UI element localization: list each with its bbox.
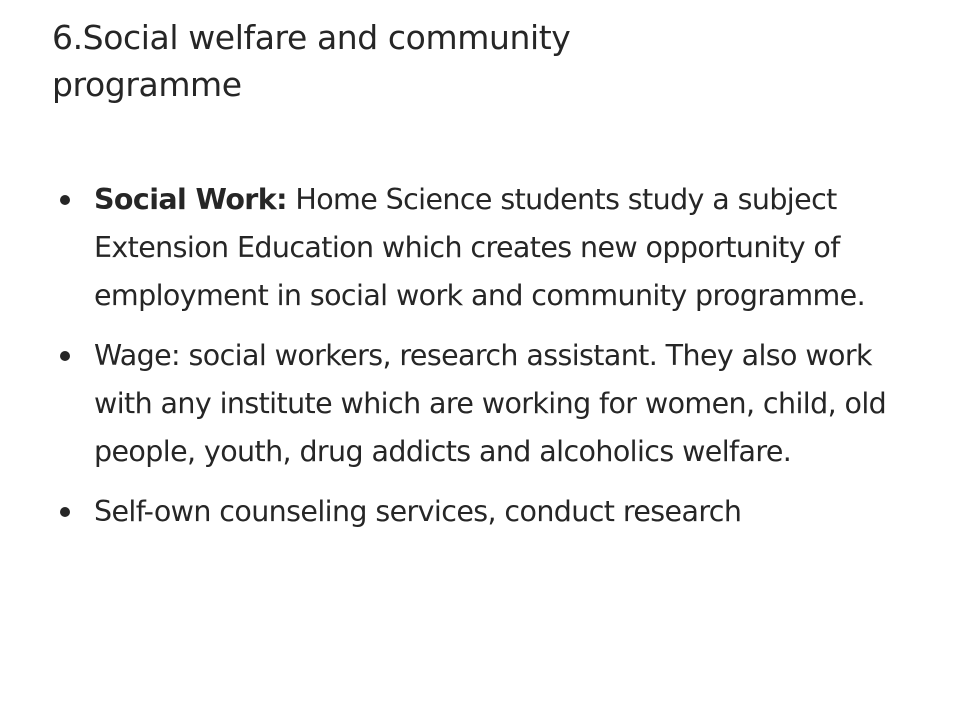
slide-title: 6.Social welfare and community programme xyxy=(52,18,571,104)
bullet-body-text: Wage: social workers, research assistant. They also work with any institute which are working for women, child, old people, youth, drug addicts and alcoholics welfare. xyxy=(94,339,887,468)
bullet-item-self-own xyxy=(56,488,906,536)
bullet-body-text: Self-own counseling services, conduct research xyxy=(94,495,742,528)
bullet-list xyxy=(56,176,906,548)
bullet-lead-text: Social Work: xyxy=(94,183,287,216)
bullet-item-social-work xyxy=(56,176,906,320)
bullet-dot-icon xyxy=(60,507,70,517)
bullet-dot-icon xyxy=(60,351,70,361)
bullet-body-text: Home Science students study a subject Extension Education which creates new opportunity of employment in social work and community programme. xyxy=(94,183,866,312)
bullet-item-wage xyxy=(56,332,906,476)
bullet-dot-icon xyxy=(60,195,70,205)
